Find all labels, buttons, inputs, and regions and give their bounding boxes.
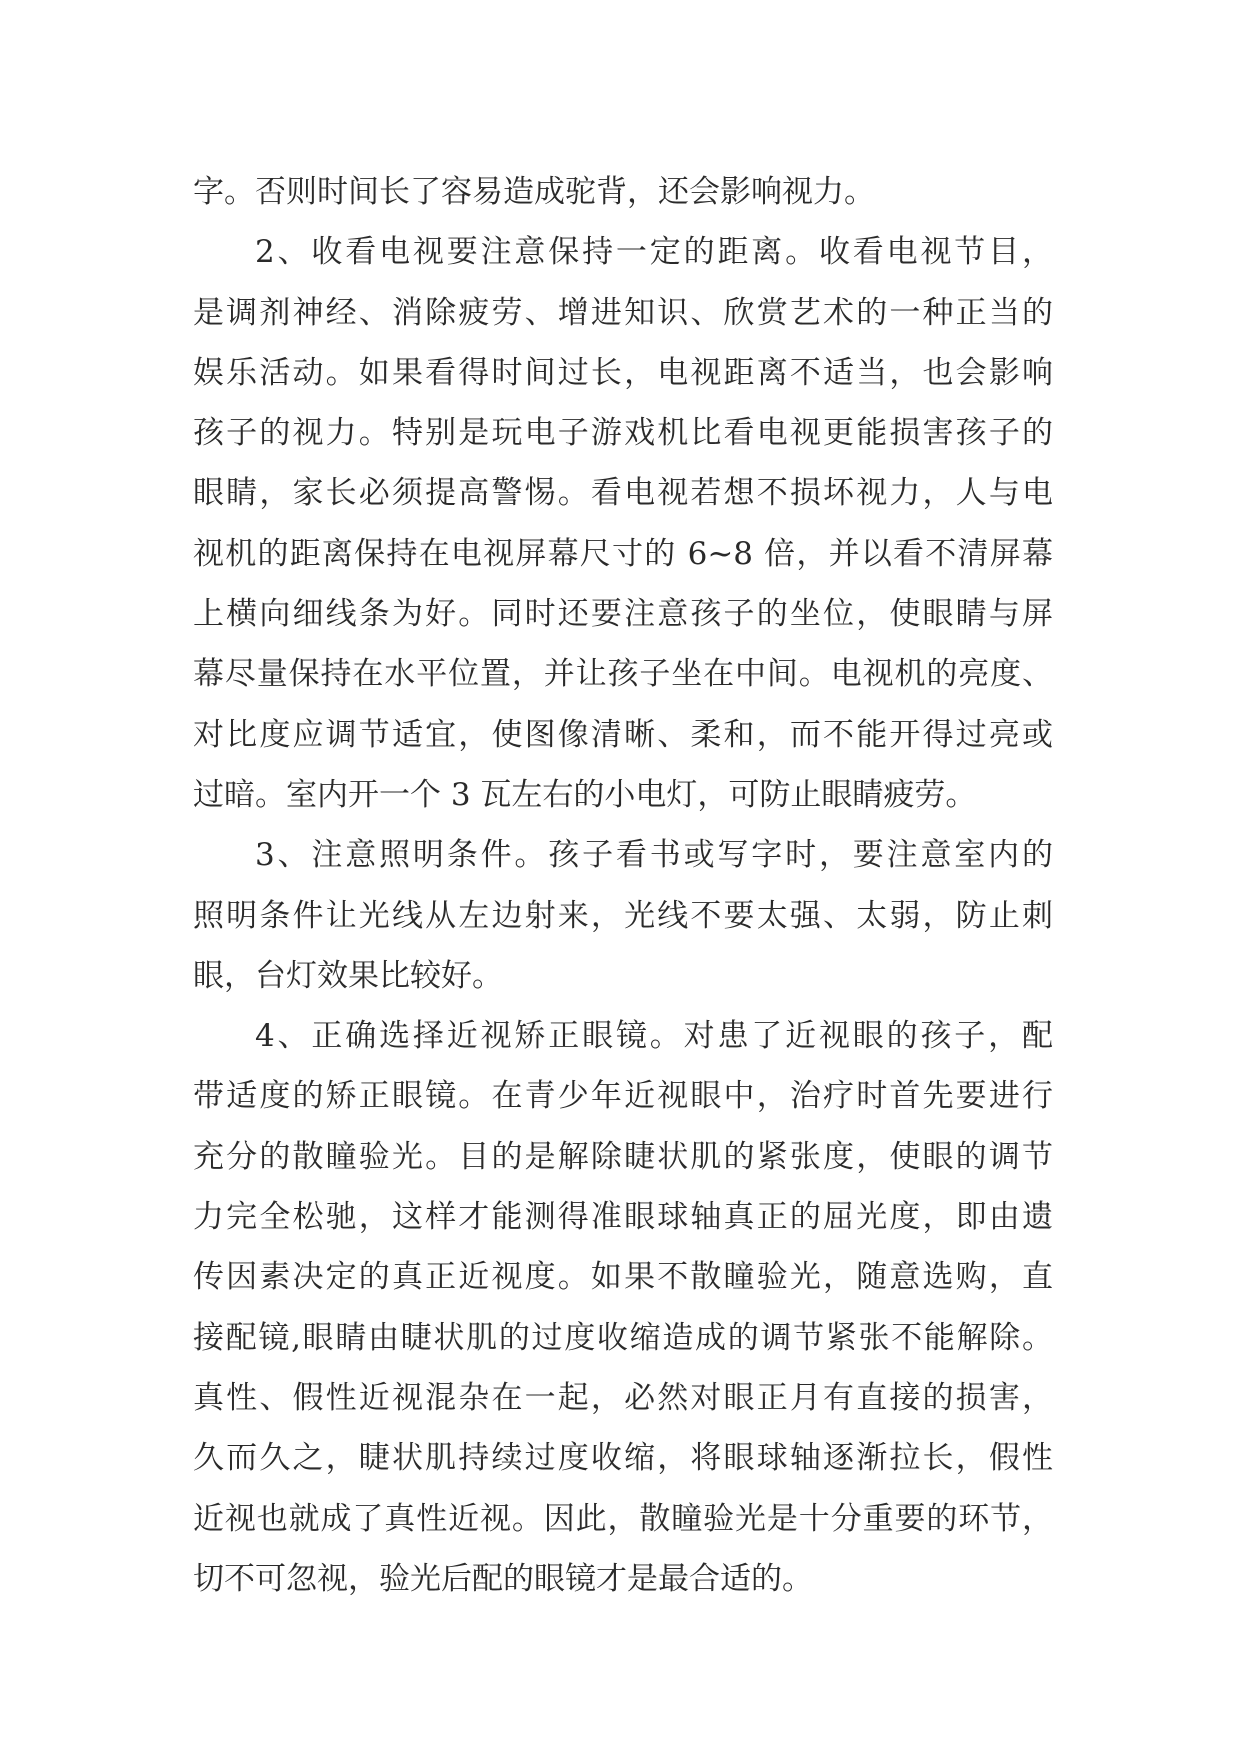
text-line: 切不可忽视，验光后配的眼镜才是最合适的。 bbox=[193, 1560, 813, 1597]
text-line: 视机的距离保持在电视屏幕尺寸的 6~8 倍，并以看不清屏幕 bbox=[193, 535, 1053, 572]
text-line: 孩子的视力。特别是玩电子游戏机比看电视更能损害孩子的 bbox=[193, 415, 1053, 452]
text-line: 接配镜,眼睛由睫状肌的过度收缩造成的调节紧张不能解除。 bbox=[193, 1319, 1053, 1356]
text-line: 带适度的矫正眼镜。在青少年近视眼中，治疗时首先要进行 bbox=[193, 1078, 1053, 1115]
text-line: 真性、假性近视混杂在一起，必然对眼正月有直接的损害， bbox=[193, 1379, 1053, 1416]
text-line: 近视也就成了真性近视。因此，散瞳验光是十分重要的环节， bbox=[193, 1500, 1053, 1537]
text-line: 照明条件让光线从左边射来，光线不要太强、太弱，防止刺 bbox=[193, 897, 1053, 934]
text-line: 3、注意照明条件。孩子看书或写字时，要注意室内的 bbox=[255, 837, 1053, 874]
text-line: 眼，台灯效果比较好。 bbox=[193, 957, 503, 994]
text-line: 过暗。室内开一个 3 瓦左右的小电灯，可防止眼睛疲劳。 bbox=[193, 776, 977, 813]
text-line: 力完全松驰，这样才能测得准眼球轴真正的屈光度，即由遗 bbox=[193, 1199, 1053, 1236]
text-line: 娱乐活动。如果看得时间过长，电视距离不适当，也会影响 bbox=[193, 354, 1053, 391]
text-line: 传因素决定的真正近视度。如果不散瞳验光，随意选购，直 bbox=[193, 1259, 1053, 1296]
text-line: 对比度应调节适宜，使图像清晰、柔和，而不能开得过亮或 bbox=[193, 716, 1053, 753]
text-line: 久而久之，睫状肌持续过度收缩，将眼球轴逐渐拉长，假性 bbox=[193, 1440, 1053, 1477]
text-line: 上横向细线条为好。同时还要注意孩子的坐位，使眼睛与屏 bbox=[193, 596, 1053, 633]
text-line: 幕尽量保持在水平位置，并让孩子坐在中间。电视机的亮度、 bbox=[193, 656, 1053, 693]
text-line: 2、收看电视要注意保持一定的距离。收看电视节目， bbox=[255, 234, 1053, 271]
text-line: 字。否则时间长了容易造成驼背，还会影响视力。 bbox=[193, 174, 875, 210]
text-line: 4、正确选择近视矫正眼镜。对患了近视眼的孩子，配 bbox=[255, 1018, 1053, 1055]
text-line: 充分的散瞳验光。目的是解除睫状肌的紧张度，使眼的调节 bbox=[193, 1138, 1053, 1175]
text-line: 眼睛，家长必须提高警惕。看电视若想不损坏视力，人与电 bbox=[193, 475, 1053, 512]
document-body bbox=[193, 162, 1053, 1609]
text-line: 是调剂神经、消除疲劳、增进知识、欣赏艺术的一种正当的 bbox=[193, 294, 1053, 331]
